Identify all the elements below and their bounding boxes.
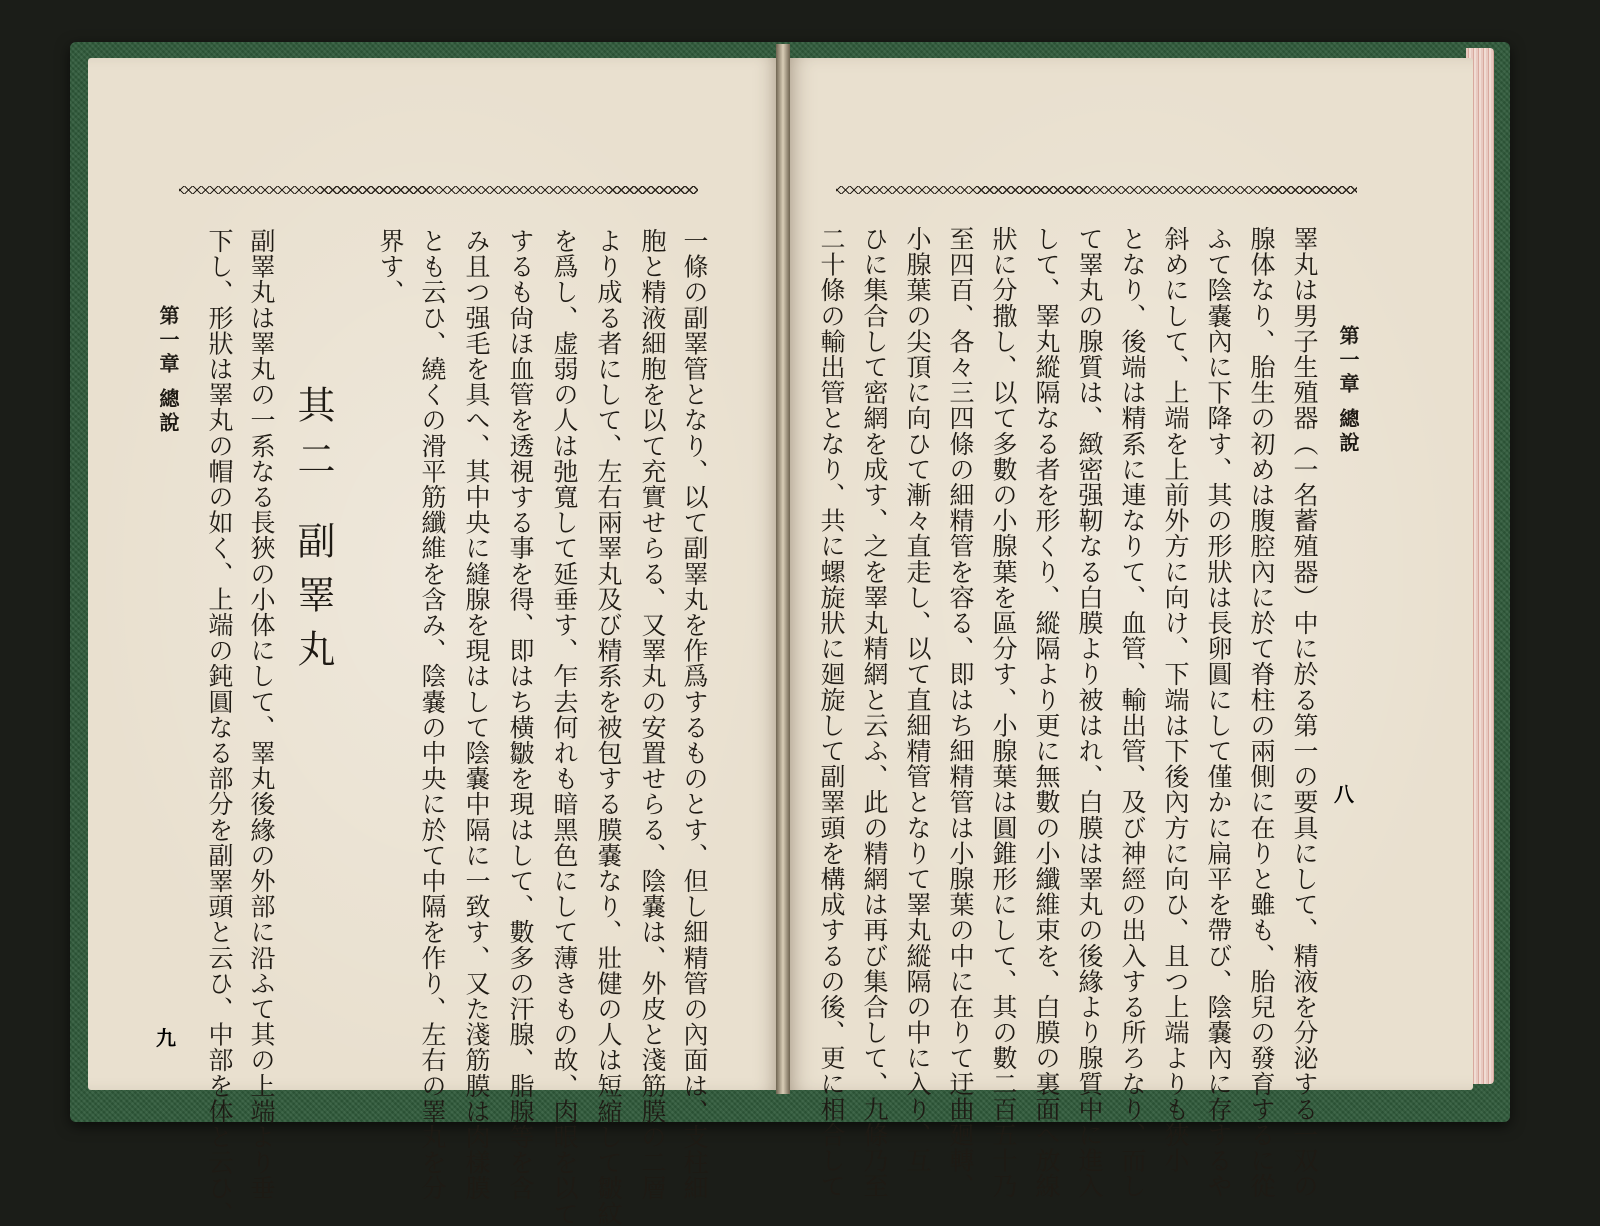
right-text-column-11: ひに集合して密網を成す、之を睪丸精網と云ふ、此の精網は再び集合して、九條乃至 [860, 226, 889, 1199]
right-text-column-1: 睪丸は男子生殖器（一名蓄殖器）中に於る第一の要具にして、精液を分泌する一双の [1290, 226, 1319, 1199]
right-text-column-5: となり、後端は精系に連なりて、血管、輸出管、及び神經の出入する所ろなり、而し [1118, 226, 1147, 1199]
right-text-column-4: 斜めにして、上端を上前外方に向け、下端は下後內方に向ひ、且つ上端よりも狹小 [1161, 226, 1190, 1174]
right-page-number: 八 [1334, 782, 1354, 806]
left-subsection-column-2: 下し、形狀は睪丸の帽の如く、上端の鈍圓なる部分を副睪頭と云ひ、中部を体と云ひ、 [205, 228, 234, 1226]
right-text-column-7: して、睪丸縱隔なる者を形くり、縱隔より更に無數の小纖維束を、白膜の裏面へ放線 [1032, 226, 1061, 1199]
right-text-column-8: 狀に分撒し、以て多數の小腺葉を區分す、小腺葉は圓錐形にして、其の數二百五十乃 [989, 226, 1018, 1199]
left-text-column-8: 一條の副睪管となり、以て副睪丸を作爲するものとす、但し細精管の內面は、支柱細 [680, 228, 709, 1201]
left-page-number: 九 [156, 1026, 176, 1050]
book-gutter [776, 44, 790, 1094]
left-subsection-column-1: 副睪丸は睪丸の一系なる長狹の小体にして、睪丸後緣の外部に沿ふて其の上端より垂 [247, 228, 276, 1201]
right-text-column-10: 小腺葉の尖頂に向ひて漸々直走し、以て直細精管となりて睪丸縱隔の中に入り、互 [903, 226, 932, 1174]
right-text-column-12: 二十條の輸出管となり、共に螺旋狀に廻旋して副睪頭を構成するの後、更に相合して [817, 226, 846, 1199]
left-text-column-5: を爲し、虚弱の人は弛寬して延垂す、乍去何れも暗黑色にして薄きもの故、肉眼を以て [550, 228, 579, 1226]
left-text-column-1: 界す、 [376, 228, 405, 305]
left-text-column-3: み且つ强毛を具へ、其中央に縫腺を現はして陰嚢中隔に一致す、又た淺筋膜は肉樣膜 [462, 228, 491, 1201]
right-text-column-9: 至四百、各々三四條の細精管を容る、即はち細精管は小腺葉の中に在りて迂曲廻轉、 [946, 226, 975, 1199]
right-text-column-3: ふて陰嚢內に下降す、其の形狀は長卵圓にして僅かに扁平を帶び、陰嚢內に存するや [1204, 226, 1233, 1199]
left-text-column-6: より成る者にして、左右兩睪丸及び精系を被包する膜嚢なり、壯健の人は短縮して皺紋 [594, 228, 623, 1226]
right-text-column-2: 腺体なり、胎生の初めは腹腔內に於て脊柱の兩側に在りと雖も、胎兒の發育するに從 [1247, 226, 1276, 1199]
subsection-title: 其二 副睪丸 [291, 385, 335, 684]
left-text-column-4: するも尙ほ血管を透視する事を得、即はち橫皺を現はして、數多の汗腺、脂腺等を含 [506, 228, 535, 1201]
right-text-column-6: て睪丸の腺質は、緻密强靭なる白膜より被はれ、白膜は睪丸の後緣より腺質中に進入 [1075, 226, 1104, 1199]
left-text-column-7: 胞と精液細胞を以て充實せらる、又睪丸の安置せらる、陰嚢は、外皮と淺筋膜の二層 [638, 228, 667, 1201]
right-running-header: 第一章 總說 [1336, 325, 1360, 456]
left-decorative-rule [179, 186, 698, 194]
left-running-header: 第一章 總說 [156, 305, 180, 436]
left-text-column-2: とも云ひ、繞くの滑平筋纖維を含み、陰嚢の中央に於て中隔を作り、左右の睪丸を分 [418, 228, 447, 1201]
right-decorative-rule [836, 186, 1357, 194]
